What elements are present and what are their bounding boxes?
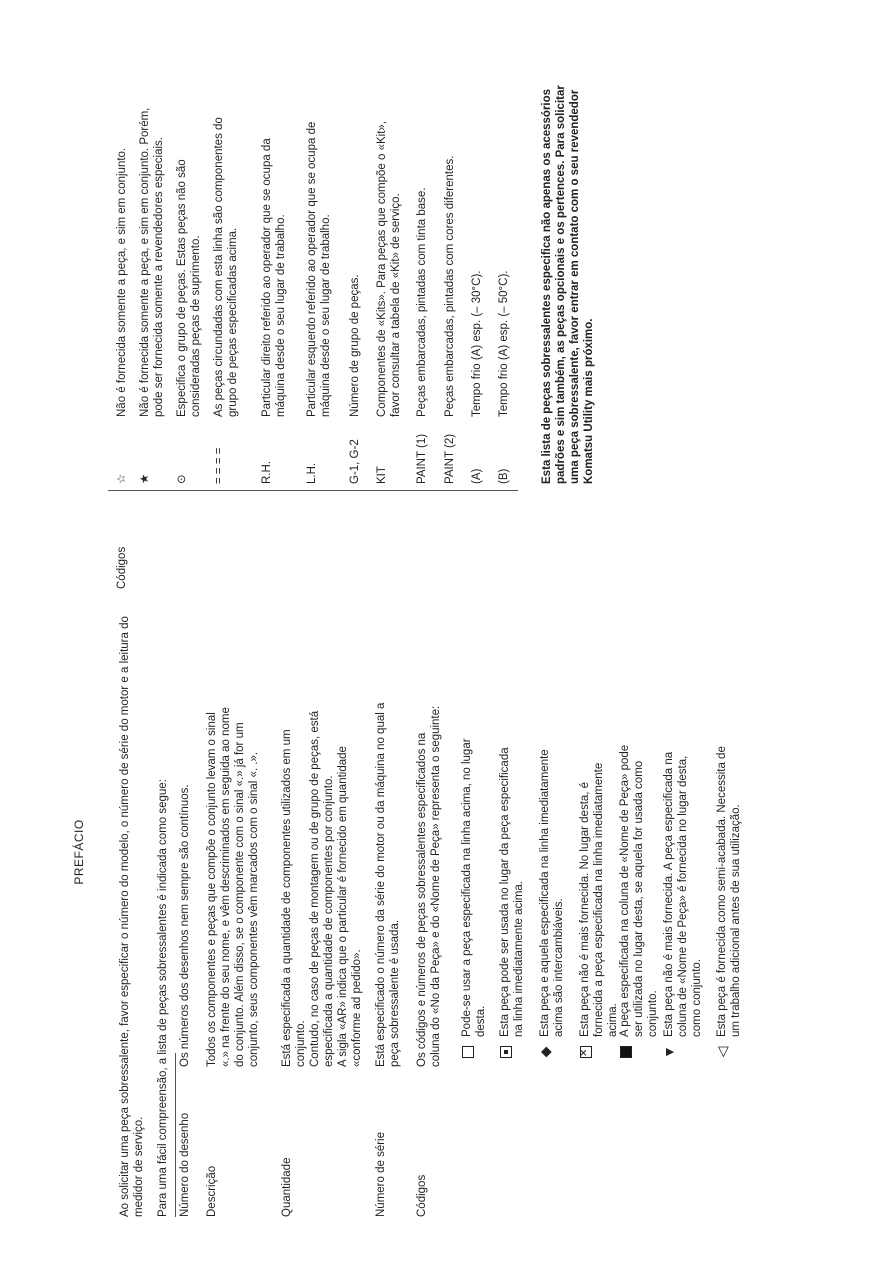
code-g: G-1, G-2 [349,439,361,484]
intro-legend-paragraph: Para uma fácil compreensão, a lista de peças sobressalentes é indicada como segue: [157,779,169,1217]
code-text: Peças embarcadas, pintadas com cores diferentes. [444,155,456,417]
filled-square-icon [618,1042,632,1062]
code-lh: L.H. [306,462,318,484]
code-item-text: Esta peça não é mais fornecida. A peça especificada na coluna de «Nome de Peça» é fornecida no lugar desta, como conjunto. [663,751,703,1037]
filled-star-icon: ★ [139,473,151,484]
code-text: Número de grupo de peças. [349,274,361,417]
code-item-text: Esta peça e aquela especificada na linha imediatamente acima são intercambiáveis. [539,749,565,1037]
label-numero-serie: Número de série [375,1131,387,1217]
code-item-text: Esta peça é fornecida como semi-acabada. Necessita de um trabalho adicional antes de sua utilização. [716,746,742,1037]
crossed-square-icon [578,1042,592,1062]
code-text: Tempo frio (A) esp. (– 30°C). [471,270,483,417]
text-codigos-intro: Os códigos e números de peças sobressalentes especificados na coluna do «No da Peça» e do «Nome de Peça» representa o seguinte: [416,705,442,1067]
code-text: Não é fornecida somente a peça, e sim em conjunto. [116,147,128,417]
text-quantidade-2: Contudo, no caso de peças de montagem ou de grupo de peças, está especificada a quantidade de componentes por conjunto. [309,710,335,1067]
circle-dot-icon: ⊙ [176,474,188,484]
text-numero-serie: Está especificado o número da série do motor ou da máquina no qual a peça sobressalente é usada. [375,702,401,1067]
code-paint-1: PAINT (1) [416,433,428,484]
code-item-text: Esta peça pode ser usada no lugar da peça especificada na linha imediatamente acima. [499,747,525,1037]
code-text: Particular direito referido ao operador que se ocupa da máquina desde o seu lugar de trabalho. [261,138,287,417]
code-item-text: Pode-se usar a peça especificada na linha acima, no lugar desta. [461,738,487,1037]
text-descricao: Todos os componentes e peças que compõe o conjunto levam o sinal «.» na frente do seu nome, e vêm descriminados em seguida ao nome do conjunto. Além disso, se o componente com o sinal «.» já for um conjunto, seus componentes vêm marcados com o sinal «. .». [206,707,260,1067]
code-a: (A) [471,468,483,484]
text-quantidade-1: Está especificada a quantidade de componentes utilizados em um conjunto. [281,729,307,1067]
code-text: Tempo frio (A) esp. (– 50°C). [498,270,510,417]
code-text: As peças circundadas com esta linha são componentes do grupo de peças especificadas acima. [213,117,239,417]
code-text: Especifica o grupo de peças. Estas peças não são consideradas peças de suprimento. [176,159,202,417]
dashed-line-code: = = = = [213,447,225,484]
empty-square-icon [460,1042,474,1062]
triangle-down-icon: ▼ [661,1045,677,1059]
label-quantidade: Quantidade [281,1157,293,1217]
text-numero-desenho: Os números dos desenhos nem sempre são contínuos. [179,784,191,1067]
rule-divider [175,1053,176,1217]
code-item-text: Esta peça não é mais fornecida. No lugar desta, é fornecida a peça especificada na linha imediatamente acima. [579,762,619,1037]
label-codigos-left: Códigos [416,1174,428,1217]
code-paint-2: PAINT (2) [444,433,456,484]
triangle-outline-icon: ◁ [714,1046,730,1058]
code-text: Componentes de «Kits». Para peças que compõe o «Kit», favor consultar a tabela de «Kit» de serviço. [376,121,402,417]
page-title: PREFÁCIO [72,819,86,885]
open-star-icon: ☆ [116,473,128,484]
code-text: Particular esquerdo referido ao operador que se ocupa de máquina desde o seu lugar de trabalho. [306,121,332,417]
intro-paragraph: Ao solicitar uma peça sobressalente, favor especificar o número do modelo, o número de série do motor e a leitura do medidor de serviço. [119,616,145,1217]
column-divider [108,490,518,491]
label-numero-desenho: Número do desenho [179,1112,191,1217]
label-descricao: Descrição [206,1165,218,1217]
text-quantidade-3: A sigla «AR» indica que o particular é fornecido em quantidade «conforme ad pedido». [337,746,363,1067]
code-text: Peças embarcadas, pintadas com tinta base. [416,187,428,417]
code-item-text: A peça especificada na coluna de «Nome de Peça» pode ser utilizada no lugar desta, se aquela for usada como conjunto. [619,744,659,1037]
code-kit: KIT [376,466,388,484]
diamond-icon: ◆ [537,1046,553,1058]
code-b: (B) [498,468,510,484]
code-text: Não é fornecida somente a peça, e sim em conjunto. Porém, pode ser fornecida somente a revendedores especiais. [139,107,165,417]
label-codigos-right: Códigos [116,546,128,589]
dotted-square-icon [498,1042,512,1062]
code-rh: R.H. [261,461,273,484]
bold-note: Esta lista de peças sobressalentes especifica não apenas os acessórios padrões e sim também, as peças opcionais e os pertences. Para solicitar uma peça sobressalente, favor entrar em contato com o seu revendedor Komatsu Utility mais próximo. [541,85,595,484]
